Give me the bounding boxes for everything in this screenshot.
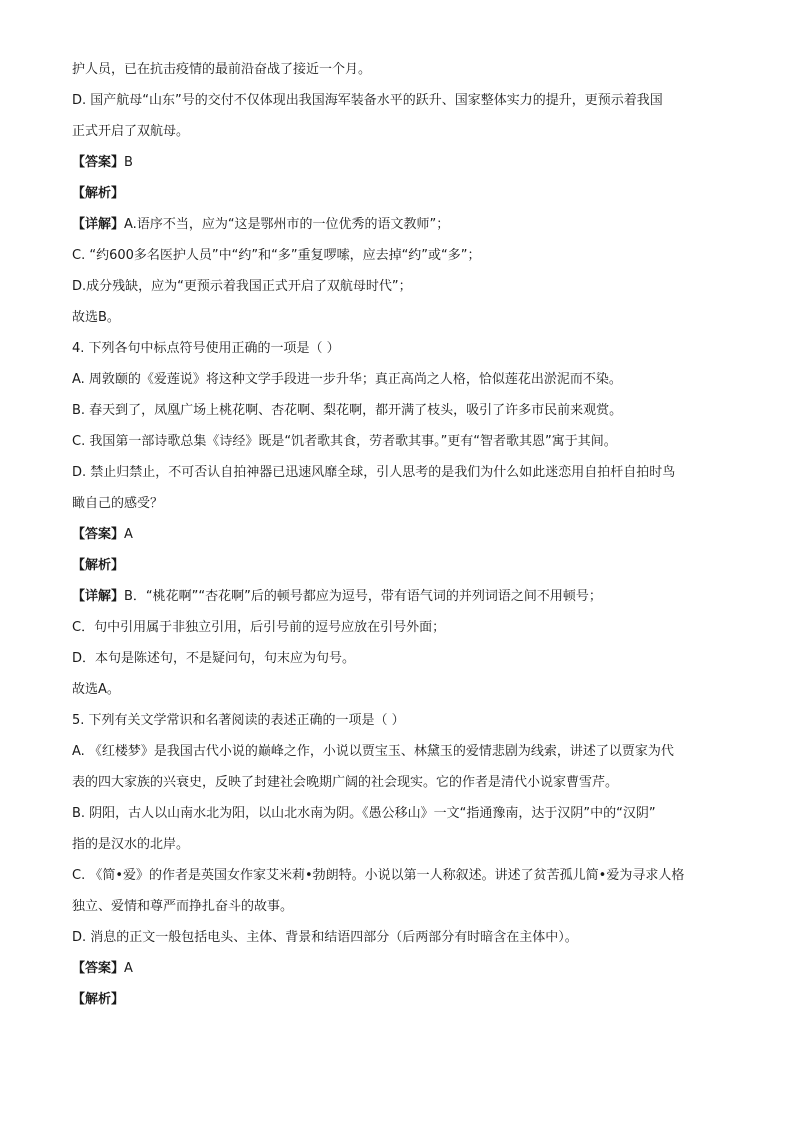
analysis-line <box>72 990 732 1010</box>
detail-tag: 【详解】 <box>72 589 125 604</box>
text-line <box>72 60 732 80</box>
line-text: B．“桃花啊”“杏花啊”后的顿号都应为逗号，带有语气词的并列词语之间不用顿号； <box>124 589 602 604</box>
answer-line <box>72 153 732 173</box>
line-text: 护人员，已在抗击疫情的最前沿奋战了接近一个月。 <box>72 62 372 77</box>
option-line <box>72 91 732 111</box>
line-text: A. 《红楼梦》是我国古代小说的巅峰之作，小说以贾宝玉、林黛玉的爱情悲剧为线索，讲述了以贾家为代 <box>72 744 674 759</box>
text-line <box>72 494 732 514</box>
option-line <box>72 432 732 452</box>
text-line <box>72 308 732 328</box>
line-text: D.成分残缺，应为“更预示着我国正式开启了双航母时代”； <box>72 279 412 294</box>
text-line <box>72 246 732 266</box>
answer-tag: 【答案】 <box>72 961 125 976</box>
option-line <box>72 401 732 421</box>
answer-line <box>72 525 732 545</box>
analysis-tag: 【解析】 <box>72 992 125 1007</box>
line-text: A. 周敦颐的《爱莲说》将这种文学手段进一步升华；真正高尚之人格，恰似莲花出淤泥而不染。 <box>72 372 622 387</box>
line-text: 故选B。 <box>72 310 120 325</box>
detail-tag: 【详解】 <box>72 217 125 232</box>
line-text: 表的四大家族的兴衰史，反映了封建社会晚期广阔的社会现实。它的作者是清代小说家曹雪芹。 <box>72 775 619 790</box>
answer-tag: 【答案】 <box>72 155 125 170</box>
line-text: C. 我国第一部诗歌总集《诗经》既是“饥者歌其食，劳者歌其事。”更有“智者歌其恩”寓于其间。 <box>72 434 617 449</box>
option-line <box>72 866 732 886</box>
line-text: C. “约600多名医护人员”中“约”和“多”重复啰嗦，应去掉“约”或“多”； <box>72 248 481 263</box>
answer-value: B <box>124 155 133 170</box>
answer-value: A <box>124 527 133 542</box>
line-text: C. 《简•爱》的作者是英国女作家艾米莉•勃朗特。小说以第一人称叙述。讲述了贫苦孤儿简•爱为寻求人格 <box>72 868 685 883</box>
analysis-tag: 【解析】 <box>72 558 125 573</box>
question-text: 5. 下列有关文学常识和名著阅读的表述正确的一项是（ ） <box>72 713 405 728</box>
line-text: B. 春天到了，凤凰广场上桃花啊、杏花啊、梨花啊，都开满了枝头，吸引了许多市民前来观赏。 <box>72 403 623 418</box>
line-text: C．句中引用属于非独立引用，后引号前的逗号应放在引号外面； <box>72 620 446 635</box>
line-text: 正式开启了双航母。 <box>72 124 190 139</box>
option-line <box>72 370 732 390</box>
text-line <box>72 773 732 793</box>
answer-tag: 【答案】 <box>72 527 125 542</box>
text-line <box>72 122 732 142</box>
text-line <box>72 649 732 669</box>
line-text: 独立、爱情和尊严而挣扎奋斗的故事。 <box>72 899 294 914</box>
option-line <box>72 742 732 762</box>
text-line <box>72 680 732 700</box>
question-line <box>72 339 732 359</box>
analysis-tag: 【解析】 <box>72 186 125 201</box>
text-line <box>72 618 732 638</box>
line-text: 故选A。 <box>72 682 120 697</box>
line-text: D. 禁止归禁止，不可否认自拍神器已迅速风靡全球，引人思考的是我们为什么如此迷恋用自拍杆自拍时鸟 <box>72 465 676 480</box>
line-text: D. 国产航母“山东”号的交付不仅体现出我国海军装备水平的跃升、国家整体实力的提升，更预示着我国 <box>72 93 663 108</box>
analysis-line <box>72 184 732 204</box>
line-text: D．本句是陈述句，不是疑问句，句末应为句号。 <box>72 651 356 666</box>
line-text: D. 消息的正文一般包括电头、主体、背景和结语四部分（后两部分有时暗含在主体中）。 <box>72 930 578 945</box>
detail-line <box>72 215 732 235</box>
analysis-line <box>72 556 732 576</box>
text-line <box>72 277 732 297</box>
detail-line <box>72 587 732 607</box>
answer-value: A <box>124 961 133 976</box>
line-text: 指的是汉水的北岸。 <box>72 837 190 852</box>
text-line <box>72 897 732 917</box>
text-line <box>72 835 732 855</box>
question-text: 4. 下列各句中标点符号使用正确的一项是（ ） <box>72 341 340 356</box>
line-text: B. 阴阳，古人以山南水北为阳，以山北水南为阴。《愚公移山》一文“指通豫南，达于汉阴”中的“汉阴” <box>72 806 656 821</box>
option-line <box>72 804 732 824</box>
document-page <box>72 60 732 1021</box>
answer-line <box>72 959 732 979</box>
question-line <box>72 711 732 731</box>
line-text: 瞰自己的感受？ <box>72 496 164 511</box>
option-line <box>72 928 732 948</box>
line-text: A.语序不当，应为“这是鄂州市的一位优秀的语文教师”； <box>124 217 450 232</box>
option-line <box>72 463 732 483</box>
